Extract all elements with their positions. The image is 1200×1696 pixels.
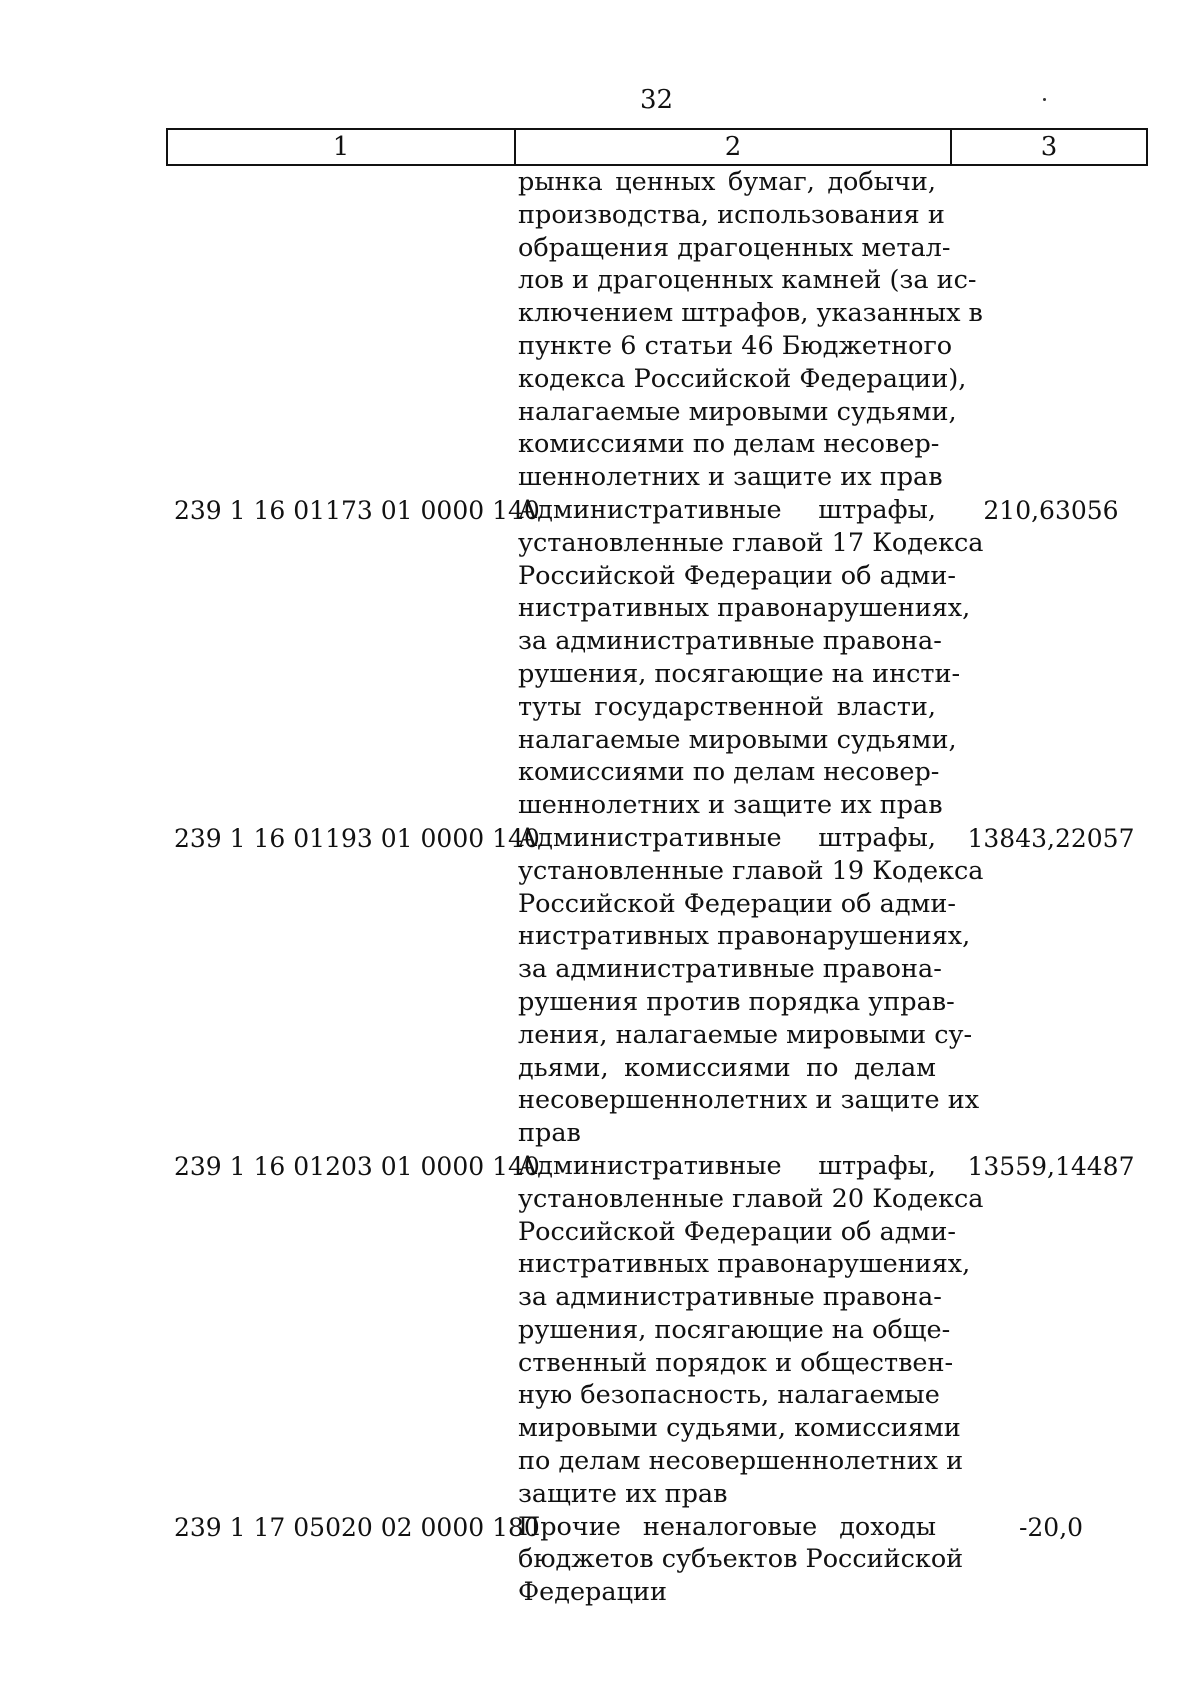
scan-dot (1043, 98, 1046, 101)
description-line: пункте 6 статьи 46 Бюджетного (518, 330, 953, 361)
description-line: производства, использования и (518, 199, 945, 230)
description-line: рушения против порядка управ- (518, 986, 955, 1017)
description-line: налагаемые мировыми судьями, (518, 724, 957, 755)
table-header (166, 128, 1148, 166)
description-line: ную безопасность, налагаемые (518, 1380, 940, 1411)
income-description (518, 494, 984, 822)
description-line: рушения, посягающие на обще- (518, 1314, 951, 1345)
page-number: 32 (640, 85, 674, 115)
description-line: установленные главой 20 Кодекса (518, 1183, 984, 1214)
budget-code: 239 1 17 05020 02 0000 180 (174, 1512, 540, 1542)
description-line: туты государственной власти, (518, 691, 936, 722)
description-line: мировыми судьями, комиссиями (518, 1413, 961, 1444)
description-line: нистративных правонарушениях, (518, 921, 971, 952)
description-line: Российской Федерации об адми- (518, 1216, 956, 1247)
description-line: комиссиями по делам несовер- (518, 429, 940, 460)
table-body (166, 166, 1156, 1609)
description-line: Российской Федерации об адми- (518, 560, 956, 591)
income-description (518, 1150, 984, 1511)
table-row (166, 494, 1156, 822)
description-line: за административные правона- (518, 626, 942, 657)
description-line: бюджетов субъектов Российской (518, 1544, 964, 1575)
description-line: Прочие неналоговые доходы (518, 1511, 936, 1542)
description-line: рынка ценных бумаг, добычи, (518, 167, 936, 197)
table-row (166, 1150, 1156, 1511)
description-line: ления, налагаемые мировыми су- (518, 1019, 973, 1050)
description-line: налагаемые мировыми судьями, (518, 396, 957, 427)
description-line: Российской Федерации об адми- (518, 888, 956, 919)
description-line: за административные правона- (518, 1282, 942, 1313)
description-line: установленные главой 17 Кодекса (518, 527, 984, 558)
amount: -20,0 (1018, 1512, 1084, 1542)
description-line: защите их прав (518, 1478, 728, 1509)
description-line: нистративных правонарушениях, (518, 593, 971, 624)
table-row (166, 166, 1156, 494)
income-description (518, 1511, 964, 1609)
description-line: лов и драгоценных камней (за ис- (518, 265, 977, 296)
description-line: обращения драгоценных метал- (518, 232, 951, 263)
table-row (166, 822, 1156, 1150)
description-line: кодекса Российской Федерации), (518, 363, 967, 394)
description-line: Административные штрафы, (518, 822, 936, 853)
description-line: ключением штрафов, указанных в (518, 298, 983, 329)
header-col-3: 3 (1040, 132, 1058, 162)
description-line: Федерации (518, 1577, 667, 1608)
description-line: дьями, комиссиями по делам (518, 1052, 936, 1083)
table-row (166, 1511, 1156, 1609)
budget-code: 239 1 16 01193 01 0000 140 (174, 823, 540, 853)
description-line: несовершеннолетних и защите их (518, 1085, 980, 1116)
description-line: шеннолетних и защите их прав (518, 462, 943, 493)
income-description (518, 166, 983, 494)
budget-code: 239 1 16 01203 01 0000 140 (174, 1151, 540, 1181)
description-line: комиссиями по делам несовер- (518, 757, 940, 788)
amount: 13559,14487 (967, 1151, 1135, 1181)
description-line: по делам несовершеннолетних и (518, 1446, 964, 1477)
description-line: Административные штрафы, (518, 494, 936, 525)
description-line: шеннолетних и защите их прав (518, 790, 943, 821)
income-description (518, 822, 984, 1150)
budget-code: 239 1 16 01173 01 0000 140 (174, 495, 540, 525)
amount: 210,63056 (983, 495, 1119, 525)
description-line: прав (518, 1118, 581, 1149)
header-col-2: 2 (516, 130, 952, 164)
header-col-1: 1 (168, 130, 516, 164)
description-line: ственный порядок и обществен- (518, 1347, 954, 1378)
description-line: рушения, посягающие на инсти- (518, 658, 961, 689)
description-line: за административные правона- (518, 954, 942, 985)
description-line: нистративных правонарушениях, (518, 1249, 971, 1280)
amount: 13843,22057 (967, 823, 1135, 853)
description-line: Административные штрафы, (518, 1150, 936, 1181)
description-line: установленные главой 19 Кодекса (518, 855, 984, 886)
